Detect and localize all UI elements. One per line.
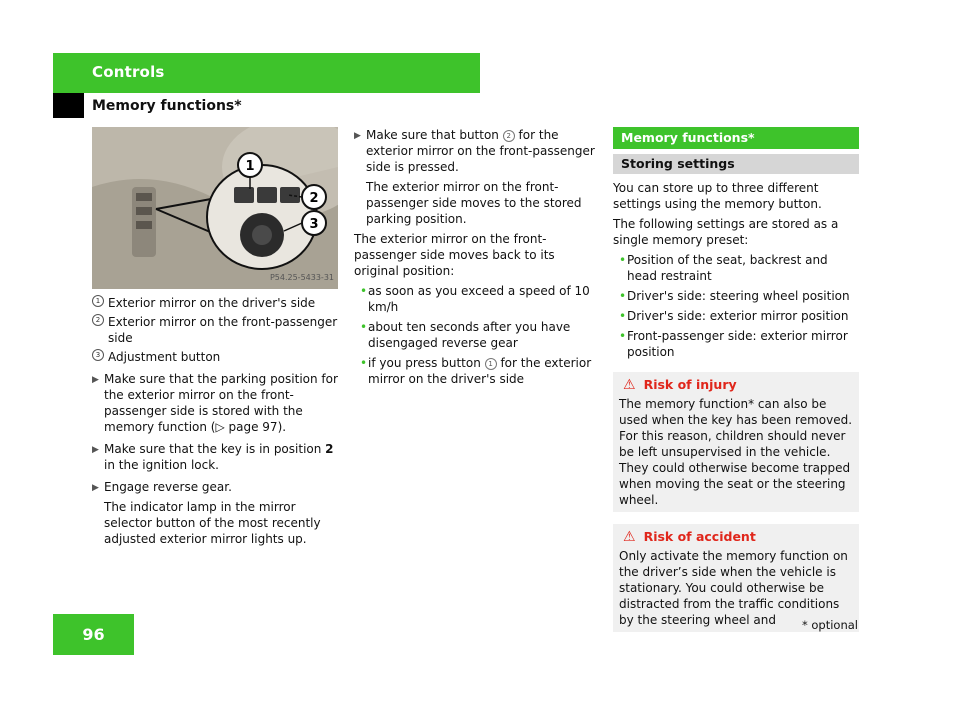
bullet-icon: • — [360, 284, 368, 298]
bullet-icon: • — [619, 253, 627, 267]
body-paragraph: The exterior mirror on the front-passenger side moves back to its original position: — [354, 232, 555, 278]
svg-text:2: 2 — [309, 191, 319, 206]
list-item: • Driver's side: exterior mirror position — [619, 309, 849, 323]
mirror-control-photo — [92, 127, 338, 289]
list-item: • Front-passenger side: exterior mirror position — [619, 329, 848, 359]
step-result: The indicator lamp in the mirror selector button of the most recently adjusted exterior mirror lights up. — [104, 500, 321, 546]
step-arrow-icon: ▶ — [92, 375, 99, 385]
warning-text: Only activate the memory function on the driver’s side when the vehicle is stationary. You could otherwise be distracted from the traffic conditions by the steering wheel and — [619, 549, 848, 627]
svg-text:3: 3 — [309, 217, 319, 232]
step-arrow-icon: ▶ — [354, 131, 361, 141]
callout-number: 1 — [485, 358, 497, 370]
step-arrow-icon: ▶ — [92, 445, 99, 455]
svg-text:1: 1 — [245, 159, 255, 174]
page-number: 96 — [53, 614, 134, 655]
door-panel-illustration — [92, 127, 338, 289]
bullet-icon: • — [619, 289, 627, 303]
instruction-step — [92, 371, 338, 435]
instruction-step — [92, 479, 338, 547]
bullet-icon: • — [619, 329, 627, 343]
callout-legend — [92, 295, 338, 365]
bullet-icon: • — [619, 309, 627, 323]
legend-text: Exterior mirror on the front-passenger side — [108, 315, 338, 345]
bullet-icon: • — [360, 320, 368, 334]
key-position: 2 — [325, 442, 334, 456]
list-item: • Position of the seat, backrest and head restraint — [619, 253, 828, 283]
body-paragraph: The following settings are stored as a single memory preset: — [613, 217, 839, 247]
list-item: • as soon as you exceed a speed of 10 km/h — [360, 284, 590, 314]
legend-text: Exterior mirror on the driver's side — [108, 296, 316, 310]
step-text: Engage reverse gear. — [104, 480, 232, 494]
legend-item — [92, 295, 338, 311]
step-text: Make sure that the key is in position 2 in the ignition lock. — [104, 442, 334, 472]
list-item: • about ten seconds after you have disengaged reverse gear — [360, 320, 571, 350]
chapter-title: Controls — [92, 63, 165, 81]
callout-number: 3 — [92, 349, 104, 361]
legend-item — [92, 349, 338, 365]
warning-title: Risk of accident — [643, 529, 756, 544]
column-left — [92, 127, 338, 547]
step-text: Make sure that the parking position for the exterior mirror on the front-passenger side is stored with the memory function (▷ page 97). — [104, 372, 338, 434]
body-paragraph: You can store up to three different settings using the memory button. — [613, 181, 822, 211]
warning-triangle-icon: ⚠ — [623, 529, 636, 545]
photo-reference-code: P54.25-5433-31 — [269, 273, 334, 282]
legend-item — [92, 314, 338, 346]
section-title: Memory functions* — [92, 98, 242, 114]
warning-title: Risk of injury — [643, 377, 737, 392]
section-marker — [53, 93, 84, 118]
instruction-step — [92, 441, 338, 473]
callout-number: 1 — [92, 295, 104, 307]
callout-number: 2 — [92, 314, 104, 326]
warning-text: The memory function* can also be used when the key has been removed. For this reason, children should never be left unsupervised in the vehicle. They could otherwise become trapped when moving the seat or the steering wheel. — [619, 397, 853, 507]
step-text: Make sure that button 2 for the exterior mirror on the front-passenger side is pressed. — [366, 128, 595, 174]
column-middle — [354, 127, 600, 387]
warning-box — [613, 372, 859, 512]
warning-box — [613, 524, 859, 632]
legend-text: Adjustment button — [108, 350, 221, 364]
list-item: • if you press button 1 for the exterior mirror on the driver's side — [360, 356, 592, 386]
subsection-heading: Storing settings — [613, 154, 859, 174]
list-item: • Driver's side: steering wheel position — [619, 289, 850, 303]
section-heading: Memory functions* — [613, 127, 859, 149]
step-result: The exterior mirror on the front-passenger side moves to the stored parking position. — [366, 180, 582, 226]
footnote: * optional — [801, 618, 858, 632]
step-arrow-icon: ▶ — [92, 483, 99, 493]
column-right — [613, 127, 859, 632]
instruction-step — [354, 127, 600, 227]
callout-number: 2 — [503, 130, 515, 142]
bullet-icon: • — [360, 356, 368, 370]
warning-triangle-icon: ⚠ — [623, 377, 636, 393]
